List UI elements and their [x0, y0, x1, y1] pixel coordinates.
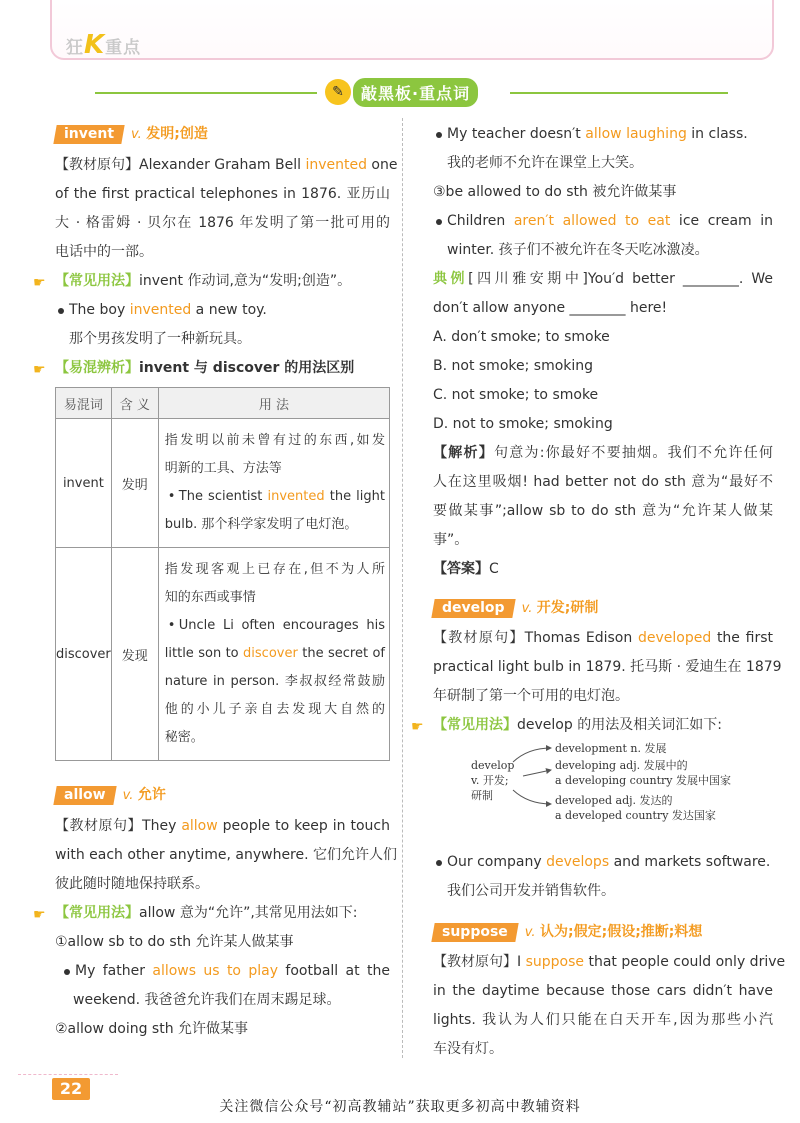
comparison-table: [55, 387, 390, 761]
table-cell-usage: 指发明以前未曾有过的东西,如发 明新的工具、方法等 • The scientist invented the light bulb. 那个科学家发明了电灯泡。: [158, 419, 389, 548]
diagram-node: development n. 发展: [555, 742, 667, 755]
entry-allow-heading: allow v. 允许: [55, 781, 390, 810]
section-header: [325, 78, 478, 106]
diagram-node: developing adj. 发展中的: [555, 759, 688, 772]
develop-source-line2: practical light bulb in 1879. 托马斯 · 爱迪生在 1879: [433, 659, 782, 675]
option-b: B. not smoke; smoking: [433, 358, 594, 374]
table-row: [56, 548, 390, 761]
page-number: 22: [52, 1078, 90, 1100]
header-rule-left: [95, 92, 317, 94]
develop-usage: ☛ 【常见用法】develop 的用法及相关词汇如下:: [433, 711, 773, 740]
analysis-line2: 人在这里吸烟! had better not do sth 意为“最好不: [433, 474, 773, 490]
analysis-line1: 【解析】句意为:你最好不要抽烟。我们不允许任何: [433, 445, 774, 461]
typical-example: 典例[四川雅安期中]You′d better ________. We: [433, 271, 774, 287]
option-a: A. don′t smoke; to smoke: [433, 329, 610, 345]
suppose-source-line2: in the daytime because those cars didn′t have: [433, 983, 773, 999]
develop-source-line1: 【教材原句】Thomas Edison developed the first: [433, 630, 774, 646]
invent-source-line3: 大 · 格雷姆 · 贝尔在 1876 年发明了第一批可用的: [55, 215, 390, 231]
entry-suppose-heading: suppose v. 认为;假定;假设;推断;料想: [433, 918, 773, 947]
invent-example-cn: 那个男孩发明了一种新玩具。: [69, 331, 251, 347]
analysis-line3: 要做某事”;allow sb to do sth 意为“允许某人做某: [433, 503, 773, 519]
diagram-node: a developing country 发展中国家: [555, 774, 731, 787]
allow-usage-3-example: Children aren′t allowed to eat ice cream in: [433, 207, 773, 236]
invent-usage: ☛ 【常见用法】invent 作动词,意为“发明;创造”。: [55, 267, 390, 296]
word-tag-invent: invent: [53, 125, 124, 144]
allow-usage-1: ①allow sb to do sth 允许某人做某事: [55, 934, 294, 950]
allow-source-line3: 彼此随时随地保持联系。: [55, 876, 209, 892]
diagram-node: developed adj. 发达的: [555, 794, 673, 807]
table-cell-usage: 指发现客观上已存在,但不为人所 知的东西或事情 • Uncle Li often encourages his little son to discover the secret of nature in person. 李叔叔经常鼓励 他的小儿子亲自去发现大自然的 秘密。: [158, 548, 389, 761]
allow-usage: ☛ 【常见用法】allow 意为“允许”,其常见用法如下:: [55, 899, 390, 928]
top-frame: [50, 0, 774, 60]
word-tag-suppose: suppose: [431, 923, 518, 942]
table-cell-word: invent: [56, 419, 112, 548]
finger-pointer-icon: ☛: [33, 275, 46, 291]
invent-source-line1: 【教材原句】Alexander Graham Bell invented one: [55, 157, 398, 173]
finger-pointer-icon: ☛: [33, 907, 46, 923]
word-tag-allow: allow: [53, 786, 116, 805]
allow-usage-2: ②allow doing sth 允许做某事: [55, 1021, 249, 1037]
invent-confuse: ☛ 【易混辨析】invent 与 discover 的用法区别: [55, 354, 390, 383]
table-cell-meaning: 发现: [111, 548, 158, 761]
column-divider: [402, 118, 403, 1058]
finger-pointer-icon: ☛: [411, 719, 424, 735]
allow-usage-3-example-cn: winter. 孩子们不被允许在冬天吃冰激凌。: [447, 242, 709, 258]
diagram-root: develop: [471, 759, 515, 772]
right-column: [411, 120, 786, 1064]
allow-usage-2-example: My teacher doesn′t allow laughing in class.: [433, 120, 773, 149]
finger-pointer-icon: ☛: [33, 362, 46, 378]
option-c: C. not smoke; to smoke: [433, 387, 599, 403]
option-d: D. not to smoke; smoking: [433, 416, 613, 432]
diagram-node: a developed country 发达国家: [555, 809, 716, 822]
footer-note: 关注微信公众号“初高教辅站”获取更多初高中教辅资料: [219, 1099, 581, 1115]
analysis-line4: 事”。: [433, 532, 469, 548]
diagram-root-def: 研制: [471, 789, 493, 802]
allow-usage-1-example-cn: weekend. 我爸爸允许我们在周末踢足球。: [73, 992, 341, 1008]
brand-logo: 狂K重点: [66, 30, 142, 60]
table-cell-meaning: 发明: [111, 419, 158, 548]
invent-example: The boy invented a new toy.: [55, 296, 390, 325]
develop-example: Our company develops and markets software.: [433, 848, 773, 877]
develop-example-cn: 我们公司开发并销售软件。: [447, 883, 615, 899]
word-tag-develop: develop: [431, 599, 515, 618]
section-title: 敲黑板·重点词: [353, 78, 478, 107]
header-rule-right: [510, 92, 728, 94]
develop-word-diagram: [433, 740, 773, 848]
table-cell-word: discover: [56, 548, 112, 761]
table-header: 含 义: [111, 388, 158, 419]
entry-develop-heading: develop v. 开发;研制: [433, 594, 773, 623]
pen-icon: ✎: [325, 79, 351, 105]
table-header: 用 法: [158, 388, 389, 419]
invent-source-line4: 电话中的一部。: [55, 244, 153, 260]
develop-source-line3: 年研制了第一个可用的电灯泡。: [433, 688, 629, 704]
allow-source-line1: 【教材原句】They allow people to keep in touch: [55, 818, 390, 834]
table-header: 易混词: [56, 388, 112, 419]
allow-usage-3: ③be allowed to do sth 被允许做某事: [433, 184, 677, 200]
allow-usage-1-example: My father allows us to play football at the: [61, 957, 390, 986]
diagram-root-pos: v. 开发;: [471, 774, 509, 787]
left-column: [33, 120, 398, 1044]
suppose-source-line3: lights. 我认为人们只能在白天开车,因为那些小汽: [433, 1012, 773, 1028]
entry-invent-heading: invent v. 发明;创造: [55, 120, 390, 149]
invent-source-line2: of the first practical telephones in 1876. 亚历山: [55, 186, 390, 202]
suppose-source-line4: 车没有灯。: [433, 1041, 503, 1057]
allow-usage-2-example-cn: 我的老师不允许在课堂上大笑。: [447, 155, 643, 171]
allow-source-line2: with each other anytime, anywhere. 它们允许人们: [55, 847, 398, 863]
suppose-source-line1: 【教材原句】I suppose that people could only drive: [433, 954, 786, 970]
table-header-row: [56, 388, 390, 419]
typical-example-line2: don′t allow anyone ________ here!: [433, 300, 668, 316]
table-row: [56, 419, 390, 548]
answer: 【答案】C: [433, 561, 499, 577]
